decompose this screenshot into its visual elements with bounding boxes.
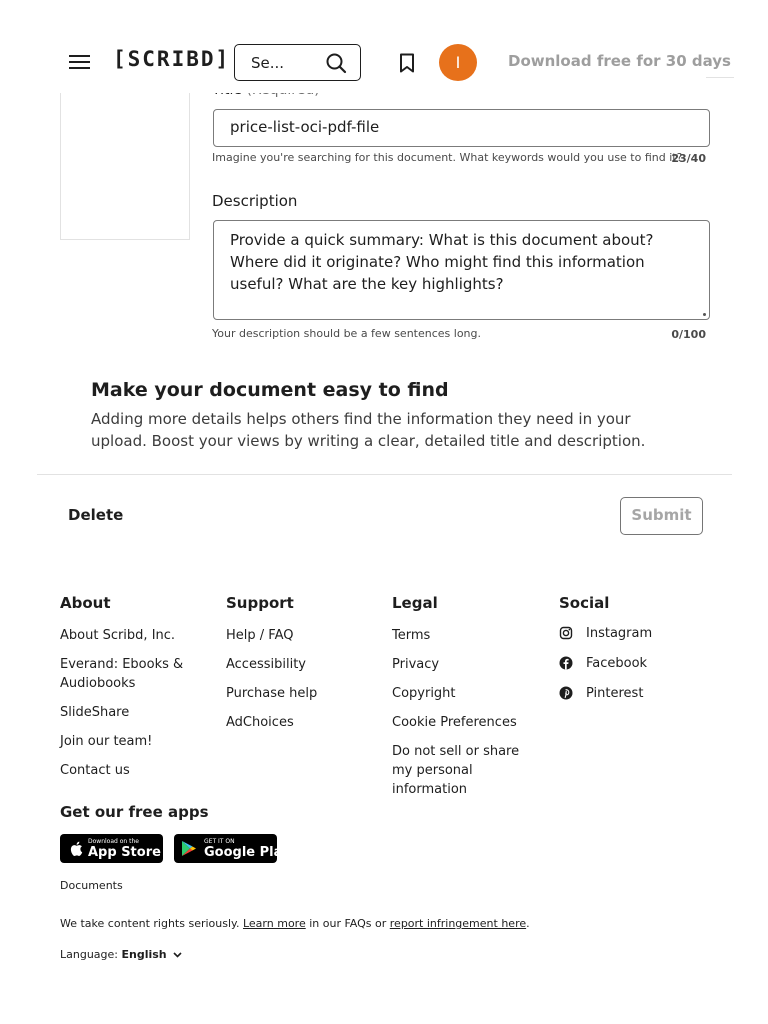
google-play-badge[interactable] (174, 834, 291, 863)
footer-about-heading: About (60, 594, 111, 612)
google-play-icon (181, 840, 197, 857)
google-play-big-text: Google Play (204, 845, 291, 860)
rights-middle: in our FAQs or (309, 917, 387, 930)
tips-heading: Make your document easy to find (91, 379, 449, 401)
description-char-counter: 0/100 (671, 328, 706, 341)
apple-icon (69, 840, 83, 857)
footer-link-accessibility[interactable]: Accessibility (226, 657, 306, 672)
tips-body: Adding more details helps others find the information they need in your upload. Boost your views by writing a clear, detailed title and description. (91, 410, 646, 450)
hamburger-menu-icon[interactable] (69, 55, 90, 70)
document-thumbnail (60, 80, 190, 240)
title-char-counter: 23/40 (671, 152, 706, 165)
footer-link-help[interactable]: Help / FAQ (226, 628, 294, 643)
search-icon[interactable] (325, 52, 347, 74)
footer-support-column (226, 594, 386, 742)
documents-link[interactable]: Documents (60, 879, 123, 892)
google-play-small-text: GET IT ON (204, 838, 235, 845)
footer-legal-column (392, 594, 552, 809)
language-selector[interactable] (60, 948, 182, 961)
language-label: Language: (60, 948, 118, 961)
footer-link-cookie-preferences[interactable]: Cookie Preferences (392, 715, 517, 730)
apps-heading: Get our free apps (60, 803, 209, 821)
learn-more-link[interactable]: Learn more (242, 917, 306, 930)
footer-legal-heading: Legal (392, 594, 438, 612)
description-field-label: Description (212, 192, 298, 210)
search-input-text: Se... (251, 54, 285, 72)
footer-link-contact[interactable]: Contact us (60, 763, 130, 778)
delete-button[interactable]: Delete (68, 506, 124, 524)
content-rights-notice (60, 917, 530, 930)
header-divider (706, 77, 734, 78)
social-link-facebook[interactable] (559, 653, 719, 673)
description-field[interactable] (213, 220, 710, 320)
description-placeholder: Provide a quick summary: What is this document about? Where did it originate? Who might find this information useful? What are the key highlights? (230, 231, 654, 293)
footer-support-heading: Support (226, 594, 294, 612)
footer-social-heading: Social (559, 594, 610, 612)
rights-suffix: . (526, 917, 530, 930)
social-link-instagram[interactable] (559, 623, 719, 643)
social-link-label: Pinterest (586, 685, 644, 701)
footer-about-column (60, 594, 220, 790)
footer-link-adchoices[interactable]: AdChoices (226, 715, 294, 730)
facebook-icon (559, 656, 573, 670)
app-store-badge[interactable] (60, 834, 163, 863)
app-store-small-text: Download on the (88, 838, 139, 845)
footer-social-column (559, 594, 719, 713)
language-value[interactable]: English (121, 948, 167, 961)
social-link-label: Facebook (586, 655, 648, 671)
chevron-down-icon[interactable] (173, 952, 182, 958)
top-header (0, 0, 768, 93)
search-input[interactable] (234, 44, 361, 81)
form-divider (37, 474, 732, 475)
scribd-logo[interactable]: [SCRIBD] (113, 47, 231, 71)
pinterest-icon (559, 686, 573, 700)
social-link-pinterest[interactable] (559, 683, 719, 703)
instagram-icon (559, 626, 573, 640)
social-link-label: Instagram (586, 625, 653, 641)
user-avatar[interactable]: I (439, 44, 477, 81)
report-infringement-link[interactable]: report infringement here (389, 917, 527, 930)
footer-link-terms[interactable]: Terms (392, 628, 431, 643)
rights-prefix: We take content rights seriously. (60, 917, 240, 930)
footer-link-slideshare[interactable]: SlideShare (60, 705, 130, 720)
submit-button[interactable]: Submit (620, 497, 703, 535)
footer-link-do-not-sell[interactable]: Do not sell or share my personal information (392, 744, 520, 797)
app-store-big-text: App Store (88, 845, 161, 860)
footer-link-purchase-help[interactable]: Purchase help (226, 686, 318, 701)
bookmark-icon[interactable] (398, 53, 416, 73)
download-free-link[interactable]: Download free for 30 days (508, 52, 731, 70)
footer-link-copyright[interactable]: Copyright (392, 686, 456, 701)
title-field[interactable]: price-list-oci-pdf-file (213, 109, 710, 147)
description-hint: Your description should be a few sentences long. (212, 327, 481, 340)
footer-link-join-team[interactable]: Join our team! (60, 734, 153, 749)
footer-link-everand[interactable]: Everand: Ebooks & Audiobooks (60, 657, 184, 691)
resize-handle[interactable] (703, 313, 706, 316)
footer-link-privacy[interactable]: Privacy (392, 657, 440, 672)
footer-link-about-scribd[interactable]: About Scribd, Inc. (60, 628, 176, 643)
title-hint: Imagine you're searching for this document. What keywords would you use to find it? (212, 151, 683, 164)
